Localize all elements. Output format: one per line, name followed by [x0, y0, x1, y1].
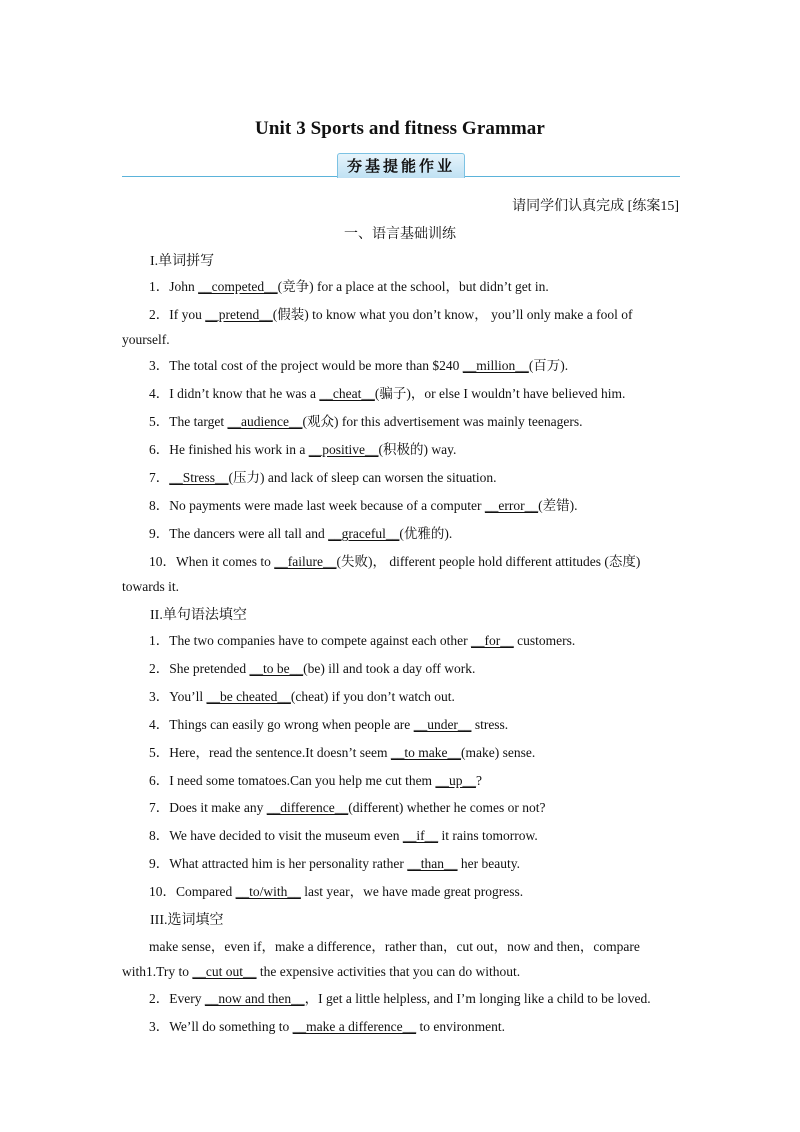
item-text: ，I get a little helpless, and I’m longing like a child to be loved. [304, 991, 651, 1006]
item-text: 4．Things can easily go wrong when people are [149, 717, 414, 732]
part1-item-4 [122, 381, 680, 406]
answer-blank: __graceful__ [328, 526, 400, 541]
answer-blank: __for__ [471, 633, 514, 648]
item-text: 3．The total cost of the project would be more than $240 [149, 358, 463, 373]
part1-item-6 [122, 437, 680, 462]
part1-item-8 [122, 493, 680, 518]
answer-blank: __positive__ [308, 442, 379, 457]
exercise-banner: 夯基提能作业 [337, 153, 465, 178]
item-text: (压力) and lack of sleep can worsen the situation. [228, 470, 497, 485]
homework-note: 请同学们认真完成 [练案15] [512, 199, 679, 214]
answer-blank: __failure__ [274, 554, 337, 569]
section-title: 一、语言基础训练 [344, 227, 456, 242]
part2-item-2 [122, 656, 680, 681]
item-text: 7．Does it make any [149, 800, 267, 815]
part1-item-2-continued: yourself. [122, 332, 170, 347]
item-text: the expensive activities that you can do without. [256, 964, 521, 979]
answer-blank: __up__ [435, 773, 476, 788]
item-text: (差错). [538, 498, 578, 513]
part2-item-5 [122, 740, 680, 765]
answer-blank: __make a difference__ [292, 1019, 417, 1034]
answer-blank: __to/with__ [235, 884, 301, 899]
part1-item-1 [122, 274, 680, 299]
item-text: 2．Every [149, 991, 205, 1006]
part2-item-6 [122, 768, 680, 793]
item-text: (优雅的). [399, 526, 453, 541]
part3-item-1 [122, 959, 680, 984]
item-text: (竞争) for a place at the school，but didn’t get in. [277, 279, 549, 294]
part1-item-7 [122, 465, 680, 490]
part2-item-7 [122, 795, 680, 820]
part1-item-2 [122, 302, 680, 327]
item-text: 8．We have decided to visit the museum even [149, 828, 403, 843]
item-text: 9．What attracted him is her personality rather [149, 856, 408, 871]
answer-blank: __million__ [462, 358, 529, 373]
page-title: Unit 3 Sports and fitness Grammar [255, 118, 545, 139]
item-text: 4．I didn’t know that he was a [149, 386, 320, 401]
part2-item-10 [122, 879, 680, 904]
item-text: 5．The target [149, 414, 228, 429]
item-text: customers. [513, 633, 576, 648]
part3-item-3 [122, 1014, 680, 1039]
item-text: (假装) to know what you don’t know， you’ll only make a fool of [272, 307, 633, 322]
part2-item-3 [122, 684, 680, 709]
part2-item-4 [122, 712, 680, 737]
item-text: to environment. [416, 1019, 505, 1034]
answer-blank: __difference__ [266, 800, 349, 815]
item-text: (be) ill and took a day off work. [303, 661, 476, 676]
item-text: (积极的) way. [378, 442, 457, 457]
answer-blank: __to be__ [249, 661, 304, 676]
answer-blank: __audience__ [227, 414, 303, 429]
item-text: 3．We’ll do something to [149, 1019, 293, 1034]
part1-item-5 [122, 409, 680, 434]
item-text: (骗子)，or else I wouldn’t have believed him. [374, 386, 626, 401]
item-text: 7． [149, 470, 170, 485]
item-text: 8．No payments were made last week because of a computer [149, 498, 485, 513]
part1-heading: I.单词拼写 [150, 254, 215, 269]
item-text: last year，we have made great progress. [300, 884, 524, 899]
item-text: ? [475, 773, 482, 788]
item-text: 2．If you [149, 307, 206, 322]
part3-word-bank: make sense，even if，make a difference，rather than，cut out，now and then，compare [149, 939, 640, 954]
answer-blank: __pretend__ [205, 307, 273, 322]
part1-item-10 [122, 549, 680, 574]
item-text: (cheat) if you don’t watch out. [290, 689, 455, 704]
answer-blank: __competed__ [198, 279, 278, 294]
answer-blank: __be cheated__ [206, 689, 291, 704]
part2-item-8 [122, 823, 680, 848]
part2-item-1 [122, 628, 680, 653]
part3-item-2 [122, 986, 680, 1011]
item-text: 1．The two companies have to compete against each other [149, 633, 472, 648]
item-text: with1.Try to [122, 964, 193, 979]
item-text: (make) sense. [461, 745, 536, 760]
item-text: 10．When it comes to [149, 554, 275, 569]
answer-blank: __now and then__ [204, 991, 305, 1006]
item-text: (百万). [528, 358, 569, 373]
answer-blank: __cut out__ [192, 964, 257, 979]
part1-item-3 [122, 353, 680, 378]
part2-heading: II.单句语法填空 [150, 608, 247, 623]
answer-blank: __to make__ [390, 745, 462, 760]
part1-item-10-continued: towards it. [122, 579, 179, 594]
answer-blank: __under__ [413, 717, 472, 732]
item-text: 3．You’ll [149, 689, 207, 704]
part2-item-9 [122, 851, 680, 876]
part1-item-9 [122, 521, 680, 546]
item-text: 6．He finished his work in a [149, 442, 309, 457]
item-text: her beauty. [457, 856, 521, 871]
item-text: (失败)， different people hold different attitudes (态度) [336, 554, 641, 569]
item-text: 2．She pretended [149, 661, 250, 676]
answer-blank: __if__ [402, 828, 439, 843]
item-text: (观众) for this advertisement was mainly teenagers. [302, 414, 583, 429]
item-text: it rains tomorrow. [438, 828, 538, 843]
item-text: stress. [471, 717, 509, 732]
item-text: 10．Compared [149, 884, 236, 899]
item-text: 6．I need some tomatoes.Can you help me cut them [149, 773, 436, 788]
answer-blank: __cheat__ [319, 386, 375, 401]
item-text: (different) whether he comes or not? [348, 800, 546, 815]
answer-blank: __Stress__ [169, 470, 229, 485]
answer-blank: __error__ [484, 498, 539, 513]
item-text: 9．The dancers were all tall and [149, 526, 329, 541]
part3-heading: III.选词填空 [150, 913, 224, 928]
answer-blank: __than__ [407, 856, 458, 871]
item-text: 1．John [149, 279, 199, 294]
item-text: 5．Here，read the sentence.It doesn’t seem [149, 745, 391, 760]
